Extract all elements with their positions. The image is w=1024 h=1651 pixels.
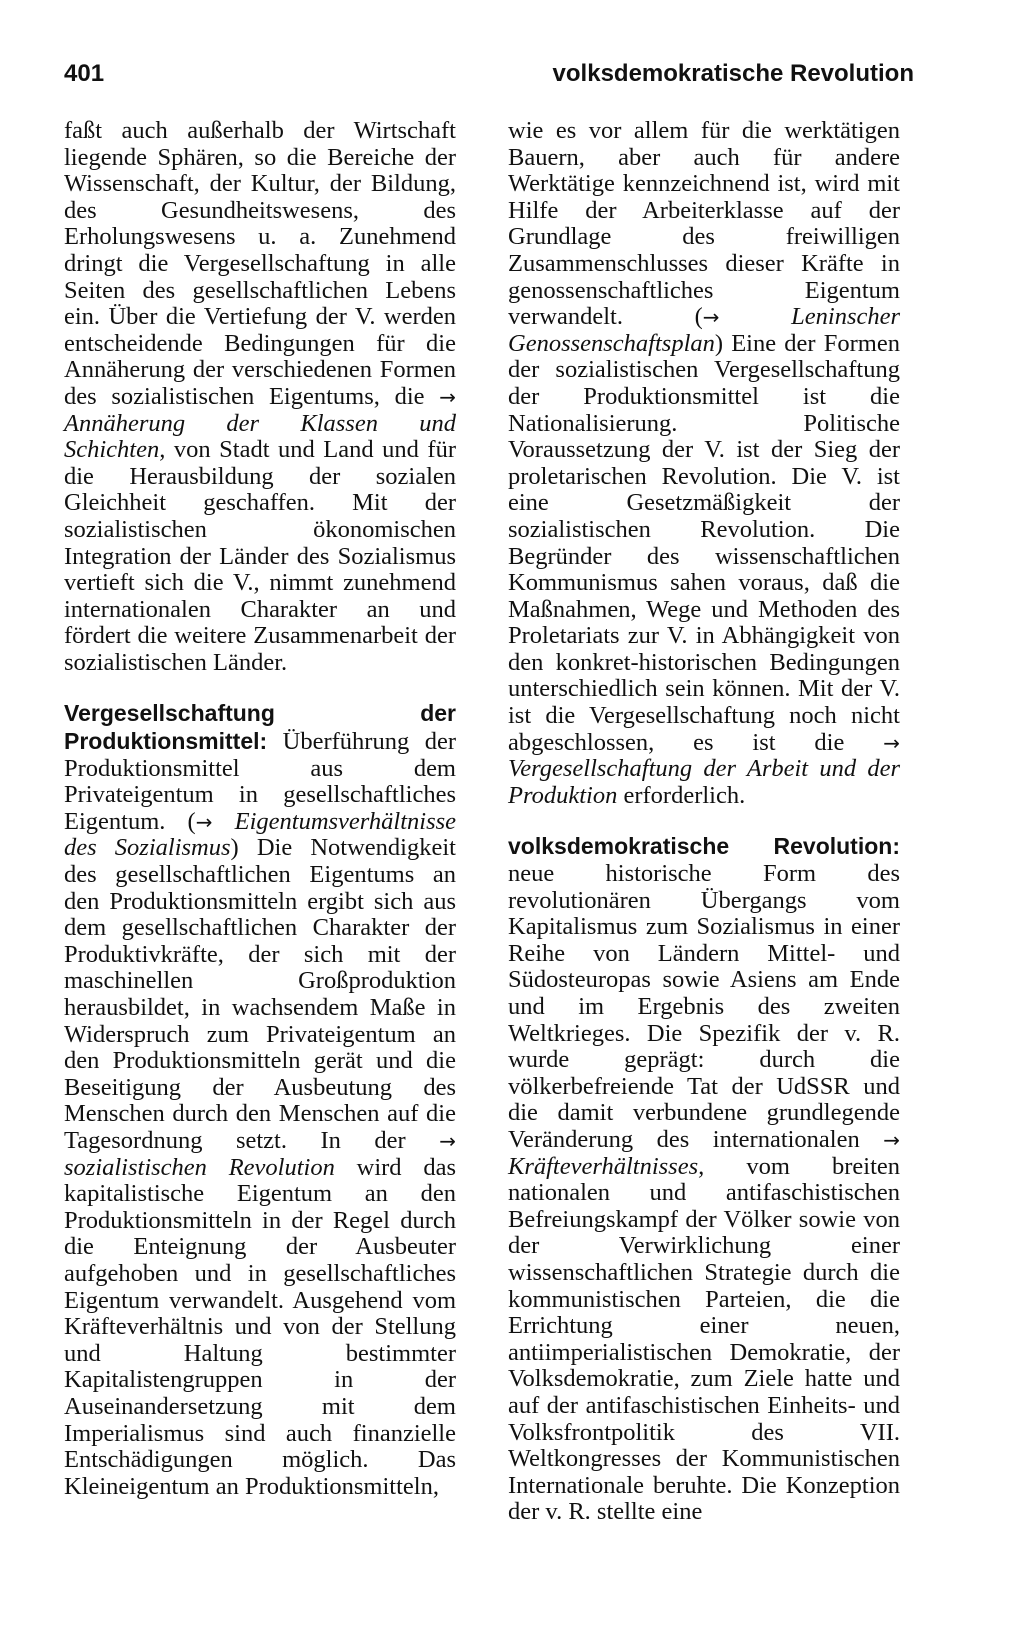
cross-reference-arrow-icon: → [883, 1127, 900, 1152]
cross-reference-arrow-icon: → [883, 730, 901, 755]
cross-reference: Annäherung der Klassen und Schichten, [64, 409, 456, 464]
entry-text: ) Die Notwendigkeit des gesellschaftlichen Eigentums an den Produktionsmitteln ergibt sich aus dem gesellschaftlichen Charakter der Produktivkräfte, der sich mit der maschinellen Großproduktion herausbildet, in wachsendem Maße in Widerspruch zum Privateigentum an den Produktionsmitteln gerät und die Beseitigung der Ausbeutung des Menschen durch den Menschen auf die Tagesordnung setzt. In der [64, 834, 456, 1154]
entry-headword: volksdemokratische Revolution: [508, 833, 900, 860]
running-head: volksdemokratische Revolution [552, 60, 914, 87]
body-text: wie es vor allem für die werktätigen Bauern, aber auch für andere Werktätige kennzeichnend ist, wird mit Hilfe der Arbeiterklasse auf der Grundlage des freiwilligen Zusammenschlusses dieser Kräfte in genossenschaftliches Eigentum verwandelt. ( [508, 117, 900, 331]
continuation-paragraph [64, 118, 456, 676]
cross-reference-arrow-icon: → [439, 1128, 456, 1153]
body-text: faßt auch außerhalb der Wirtschaft liegende Sphären, so die Bereiche der Wissenschaft, der Kultur, der Bildung, des Gesundheitswesens, des Erholungswesens u. a. Zunehmend dringt die Vergesellschaftung in alle Seiten des gesellschaftlichen Lebens ein. Über die Vertiefung der V. werden entscheidende Bedingungen für die Annäherung der verschiedenen Formen des sozialistischen Eigentums, die [64, 117, 456, 410]
right-column [508, 118, 900, 1526]
body-text: erforderlich. [623, 781, 746, 809]
cross-reference: Vergesellschaftung der Arbeit und der Produktion [508, 755, 900, 809]
cross-reference-arrow-icon: → [439, 384, 456, 409]
cross-reference: Kräfteverhältnisses, [508, 1152, 705, 1180]
cross-reference-arrow-icon: → [702, 305, 720, 330]
cross-reference: Leninscher Genossenschaftsplan [508, 303, 901, 357]
left-column [64, 118, 456, 1500]
cross-reference-arrow-icon: → [195, 809, 213, 834]
body-text: ) Eine der Formen der sozialistischen Vergesellschaftung der Produktionsmittel ist die Nationalisierung. Politische Voraussetzung der V. ist der Sieg der proletarischen Revolution. Die V. ist eine Gesetzmäßigkeit der sozialistischen Revolution. Die Begründer des wissenschaftlichen Kommunismus sahen voraus, daß die Maßnahmen, Wege und Methoden des Proletariats zur V. in Abhängigkeit von den konkret-historischen Bedingungen unterschiedlich sein können. Mit der V. ist die Vergesellschaftung noch nicht abgeschlossen, es ist die [508, 329, 900, 756]
page-number: 401 [64, 60, 105, 87]
page-header [64, 60, 914, 96]
body-text: von Stadt und Land und für die Herausbildung der sozialen Gleichheit geschaffen. Mit der sozialistischen ökonomischen Integration der Länder des Sozialismus vertieft sich die V., nimmt zunehmend internationalen Charakter an und fördert die weitere Zusammenarbeit der sozialistischen Länder. [64, 436, 456, 676]
dictionary-entry [508, 833, 900, 1525]
entry-text: wird das kapitalistische Eigentum an den Produktionsmitteln in der Regel durch die Enteignung der Ausbeuter aufgehoben und in gesellschaftliches Eigentum verwandelt. Ausgehend vom Kräfteverhältnis und von der Stellung und Haltung bestimmter Kapitalistengruppen in der Auseinandersetzung mit dem Imperialismus sind auch finanzielle Entschädigungen möglich. Das Kleineigentum an Produktionsmitteln, [64, 1153, 456, 1500]
cross-reference: sozialistischen Revolution [64, 1153, 335, 1181]
cross-reference: Eigentumsverhältnisse des Sozialismus [64, 807, 457, 862]
entry-text: Überführung der Produktionsmittel aus dem Privateigentum in gesellschaftliches Eigentum. ( [64, 728, 456, 835]
entry-text: neue historische Form des revolutionären Übergangs vom Kapitalismus zum Sozialismus in einer Reihe von Ländern Mittel- und Südosteuropas sowie Asiens am Ende und im Ergebnis des zweiten Weltkrieges. Die Spezifik der v. R. wurde geprägt: durch die völkerbefreiende Tat der UdSSR und die damit verbundene grundlegende Veränderung des internationalen [508, 860, 900, 1153]
continuation-paragraph [508, 118, 900, 809]
entry-text: vom breiten nationalen und antifaschistischen Befreiungskampf der Völker sowie von der Verwirklichung einer wissenschaftlichen Strategie durch die kommunistischen Parteien, die die Errichtung einer neuen, antiimperialistischen Demokratie, der Volksdemokratie, zum Ziele hatte und auf der antifaschistischen Einheits- und Volksfrontpolitik des VII. Weltkongresses der Kommunistischen Internationale beruhte. Die Konzeption der v. R. stellte eine [508, 1152, 900, 1526]
entry-headword: Vergesellschaftung der Produktionsmittel: [64, 700, 456, 755]
dictionary-entry [64, 700, 456, 1500]
